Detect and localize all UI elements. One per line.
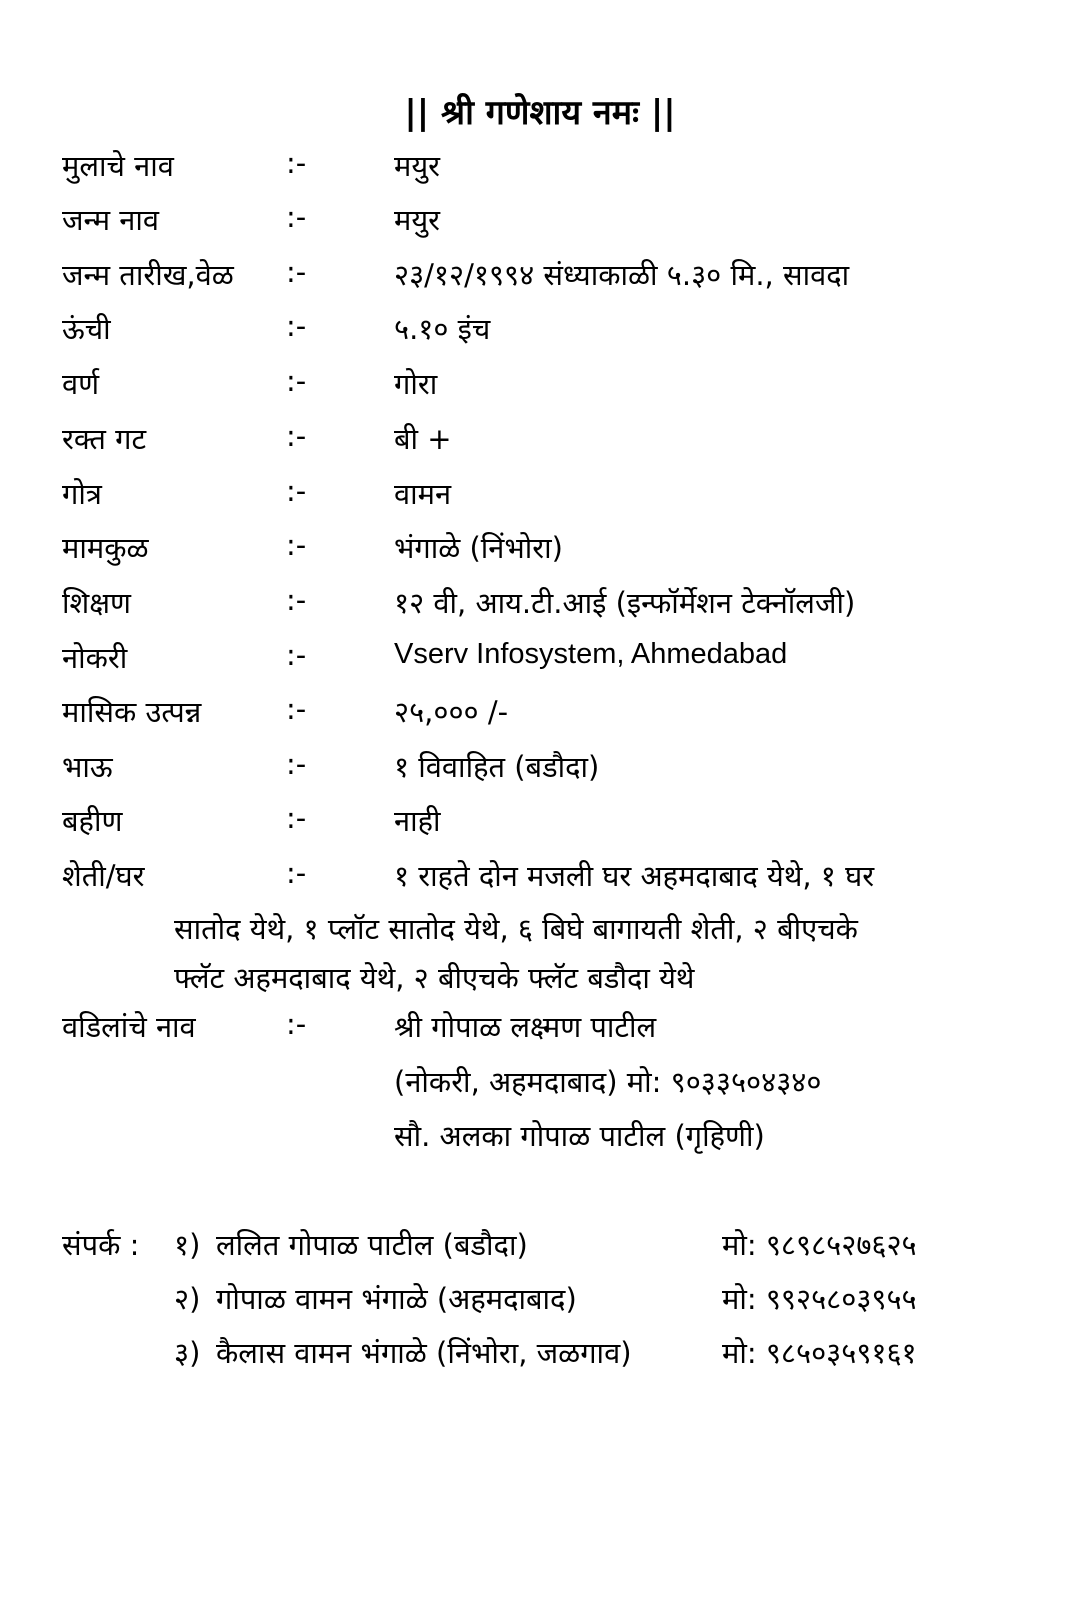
field-separator: :- [286,419,307,453]
field-label: मामकुळ [62,531,149,565]
contact-name: गोपाळ वामन भंगाळे (अहमदाबाद) [216,1282,577,1316]
field-separator: :- [286,583,307,617]
field-label: जन्म नाव [62,203,160,237]
field-label: भाऊ [62,750,113,784]
field-label: वर्ण [62,367,100,401]
field-separator: :- [286,856,307,890]
field-separator: :- [286,638,307,672]
field-value: २५,००० /- [394,695,509,729]
contact-number: २) [174,1282,201,1316]
field-value: १२ वी, आय.टी.आई (इन्फॉर्मेशन टेक्नॉलजी) [394,586,856,620]
field-value: बी + [394,422,452,456]
field-label: गोत्र [62,477,102,511]
contact-name: कैलास वामन भंगाळे (निंभोरा, जळगाव) [216,1336,632,1370]
field-separator: :- [286,474,307,508]
field-separator: :- [286,692,307,726]
contact-mobile: मो: ९८५०३५९१६१ [722,1336,917,1370]
father-detail: (नोकरी, अहमदाबाद) मो: ९०३३५०४३४० [394,1065,822,1099]
field-label: वडिलांचे नाव [62,1010,196,1044]
field-value: ५.१० इंच [394,312,491,346]
field-value: १ विवाहित (बडौदा) [394,750,600,784]
field-label: मुलाचे नाव [62,149,174,183]
contact-mobile: मो: ९९२५८०३९५५ [722,1282,917,1316]
field-label: नोकरी [62,641,128,675]
field-separator: :- [286,801,307,835]
field-separator: :- [286,146,307,180]
field-label: शिक्षण [62,586,131,620]
field-separator: :- [286,255,307,289]
field-value: Vserv Infosystem, Ahmedabad [394,638,788,670]
field-label: ऊंची [62,312,111,346]
contact-number: १) [174,1228,201,1262]
field-value: १ राहते दोन मजली घर अहमदाबाद येथे, १ घर [394,859,875,893]
field-label: रक्त गट [62,422,147,456]
field-separator: :- [286,1007,307,1041]
field-value: नाही [394,804,441,838]
contact-name: ललित गोपाळ पाटील (बडौदा) [216,1228,528,1262]
field-label: मासिक उत्पन्न [62,695,202,729]
field-separator: :- [286,309,307,343]
field-separator: :- [286,200,307,234]
field-separator: :- [286,747,307,781]
field-value: गोरा [394,367,438,401]
invocation-heading: || श्री गणेशाय नमः || [404,93,676,133]
contact-label: संपर्क : [62,1228,140,1262]
property-continuation-line: फ्लॅट अहमदाबाद येथे, २ बीएचके फ्लॅट बडौदा येथे [174,961,695,995]
contact-number: ३) [174,1336,201,1370]
field-label: शेती/घर [62,859,145,893]
field-value: मयुर [394,149,441,183]
contact-mobile: मो: ९८९८५२७६२५ [722,1228,917,1262]
mother-name: सौ. अलका गोपाळ पाटील (गृहिणी) [394,1119,765,1153]
field-value: मयुर [394,203,441,237]
field-value: २३/१२/१९९४ संध्याकाळी ५.३० मि., सावदा [394,258,850,292]
property-continuation-line: सातोद येथे, १ प्लॉट सातोद येथे, ६ बिघे बागायती शेती, २ बीएचके [174,912,858,946]
field-separator: :- [286,528,307,562]
field-value: वामन [394,477,452,511]
field-label: जन्म तारीख,वेळ [62,258,234,292]
field-separator: :- [286,364,307,398]
field-label: बहीण [62,804,123,838]
field-value: भंगाळे (निंभोरा) [394,531,563,565]
father-name: श्री गोपाळ लक्ष्मण पाटील [394,1010,657,1044]
